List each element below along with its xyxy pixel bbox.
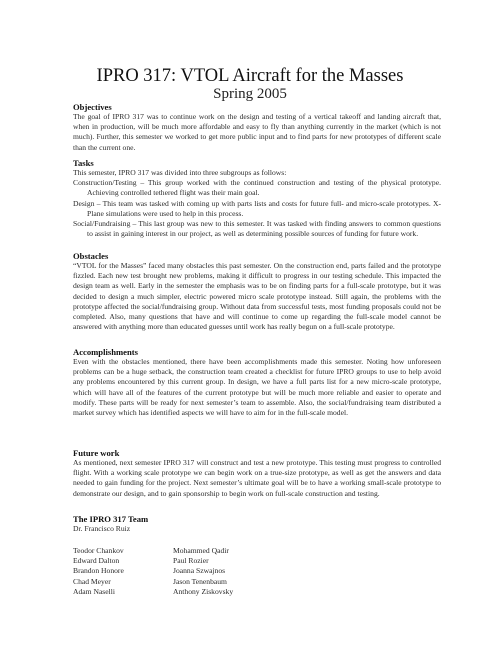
- team-member: Chad Meyer: [73, 576, 111, 586]
- team-member: Jason Tenenbaum: [173, 576, 227, 586]
- obstacles-heading: Obstacles: [73, 251, 109, 261]
- objectives-text: The goal of IPRO 317 was to continue work on the design and testing of a vertical takeoff and landing aircraft that, when in production, will be much more affordable and easy to fly than anything currently in the market (which is not much). Further, this semester we worked to get more public input and to find parts for new prototypes of different scale than the current one.: [73, 112, 441, 152]
- tasks-list: [73, 178, 441, 239]
- future-work-section: [73, 448, 441, 499]
- team-member: Adam Naselli: [73, 586, 115, 596]
- document-title: IPRO 317: VTOL Aircraft for the Masses: [96, 66, 404, 86]
- team-column-1: [73, 546, 124, 597]
- team-member: Paul Rozier: [173, 556, 209, 566]
- task-item: Social/Fundraising – This last group was new to this semester. It was tasked with finding answers to common questions to assist in gaining interest in our project, as well as determining possible sources of funding for future work.: [73, 219, 441, 239]
- team-section: [73, 514, 441, 534]
- team-member: Joanna Szwajnos: [173, 566, 226, 576]
- team-member: Brandon Honore: [73, 566, 124, 576]
- future-work-text: As mentioned, next semester IPRO 317 will construct and test a new prototype. This testing must progress to controlled flight. With a working scale prototype we can begin work on a true-size prototype, as well as get the answers and data needed to gain funding for the project. Next semester’s ultimate goal will be to have a working small-scale prototype to demonstrate our design, and to gain sponsorship to begin work on full-scale construction and testing.: [73, 458, 441, 498]
- team-column-2: [173, 546, 233, 597]
- future-work-heading: Future work: [73, 448, 120, 458]
- task-item: Design – This team was tasked with coming up with parts lists and costs for future full- and micro-scale prototypes. X-Plane simulations were used to help in this process.: [73, 198, 441, 218]
- tasks-heading: Tasks: [73, 158, 94, 168]
- document-subtitle: Spring 2005: [213, 86, 287, 102]
- obstacles-text: “VTOL for the Masses” faced many obstacles this past semester. On the construction end, parts failed and the prototype fizzled. Each new test brought new problems, making it difficult to progress in our testing schedule. This impacted the design team as well. Early in the semester the emphasis was to be on finding parts for a full-scale prototype, but it was decided to design a much simpler, electric powered micro scale prototype instead. Still again, the problems with the prototype affected the social/fundraising group. Without data from successful tests, most funding proposals could not be completed. Also, many questions that have and will continue to come up regarding the full-scale model cannot be answered with anything more than educated guesses until work has really begun on a full-scale prototype.: [73, 261, 441, 332]
- team-member: Anthony Ziskovsky: [173, 586, 234, 596]
- obstacles-section: [73, 251, 441, 332]
- tasks-intro: This semester, IPRO 317 was divided into three subgroups as follows:: [73, 168, 287, 177]
- team-heading: The IPRO 317 Team: [73, 514, 149, 524]
- task-item: Construction/Testing – This group worked with the continued construction and testing of the physical prototype. Achieving controlled tethered flight was their main goal.: [73, 178, 441, 198]
- objectives-heading: Objectives: [73, 102, 112, 112]
- team-member: Mohammed Qadir: [173, 546, 229, 555]
- team-member: Teodor Chankov: [73, 546, 124, 555]
- accomplishments-text: Even with the obstacles mentioned, there have been accomplishments made this semester. Noting how unforeseen problems can be a huge setback, the construction team created a checklist for future IPRO groups to use to help avoid any problems encountered by this current group. In design, we have a full parts list for a new micro-scale prototype, which will have all of the features of the current prototype but will be much more reliable and easier to operate and modify. These parts will be ready for next semester’s team to assemble. Also, the social/fundraising team distributed a market survey which has identified aspects we will have to aim for in the full-scale model.: [73, 357, 441, 418]
- tasks-section: [73, 158, 441, 239]
- team-lead: Dr. Francisco Ruiz: [73, 524, 131, 533]
- objectives-section: [73, 102, 441, 153]
- accomplishments-heading: Accomplishments: [73, 347, 138, 357]
- team-member: Edward Dalton: [73, 556, 120, 566]
- accomplishments-section: [73, 347, 441, 418]
